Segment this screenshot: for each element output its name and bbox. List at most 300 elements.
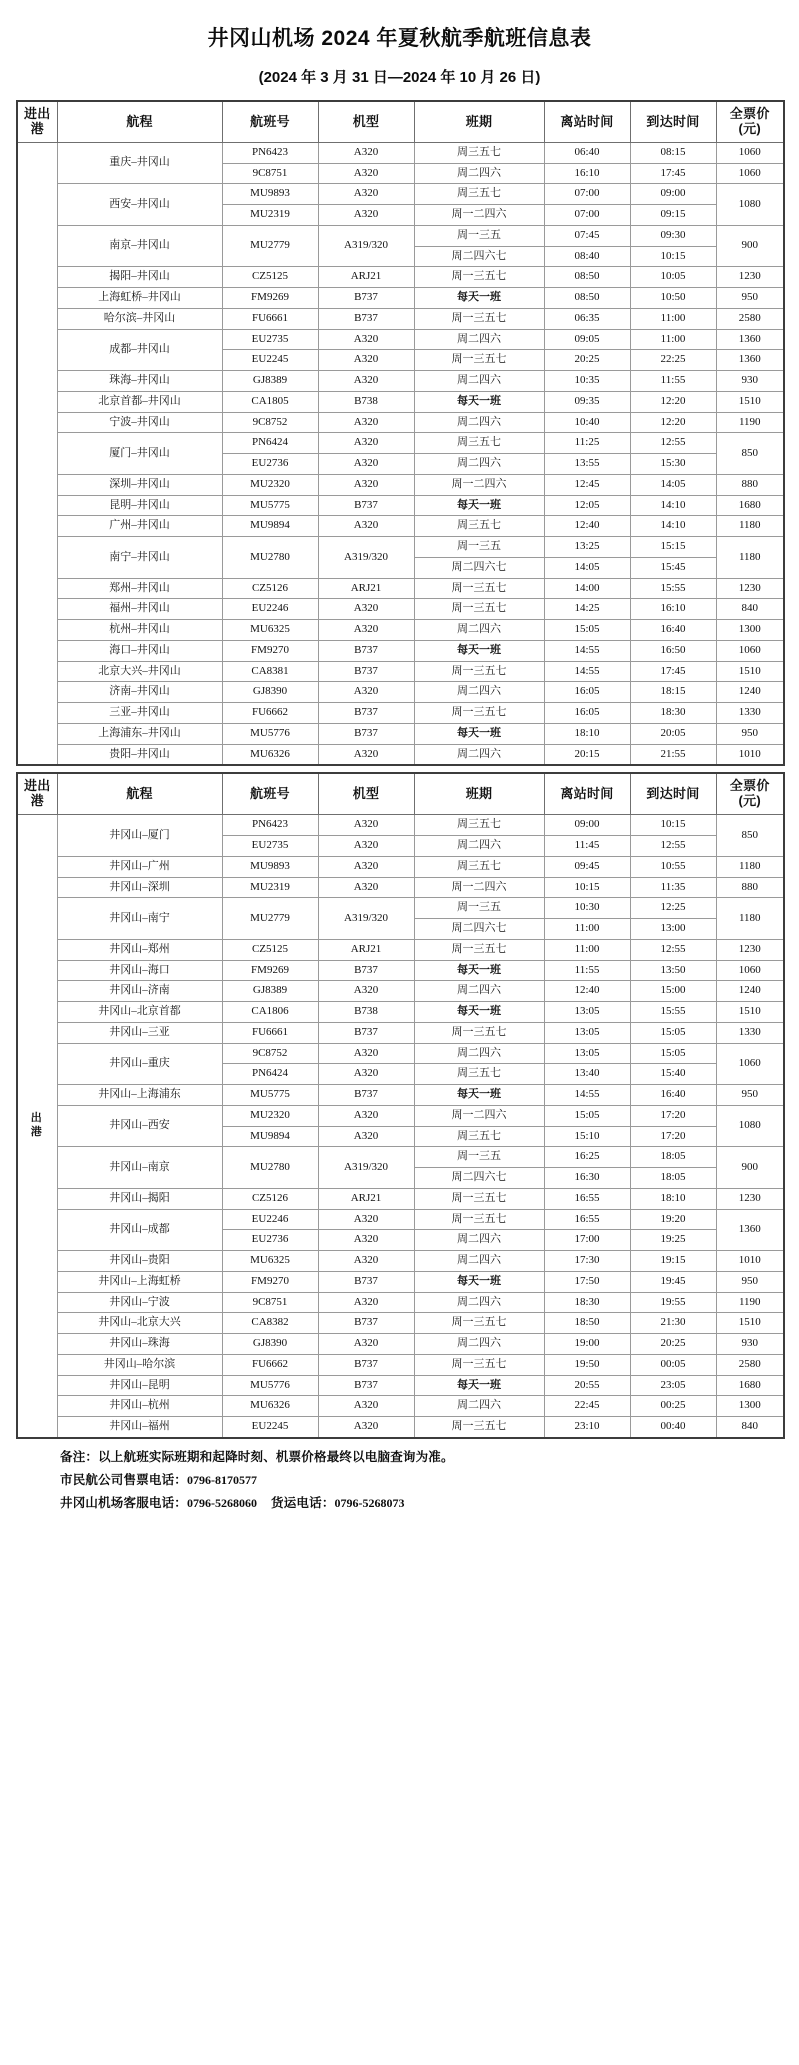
departure-time-cell: 17:30: [544, 1251, 630, 1272]
departure-time-cell: 20:25: [544, 350, 630, 371]
flight-no-cell: 9C8752: [222, 1043, 318, 1064]
route-cell: 井冈山–珠海: [57, 1334, 222, 1355]
arrival-time-cell: 15:55: [630, 1002, 716, 1023]
flight-no-cell: MU2779: [222, 225, 318, 267]
aircraft-cell: A320: [318, 744, 414, 765]
route-cell: 井冈山–贵阳: [57, 1251, 222, 1272]
arrival-time-cell: 19:25: [630, 1230, 716, 1251]
fare-cell: 1510: [716, 391, 784, 412]
table-row: [17, 329, 784, 350]
aircraft-cell: ARJ21: [318, 578, 414, 599]
aircraft-cell: A320: [318, 836, 414, 857]
note-cargo-phone-label: 货运电话：: [271, 1495, 335, 1510]
col-header-direction: 进出 港: [17, 773, 57, 814]
page-title: 井冈山机场 2024 年夏秋航季航班信息表: [207, 27, 592, 50]
flight-no-cell: MU5775: [222, 1085, 318, 1106]
arrival-time-cell: 00:05: [630, 1354, 716, 1375]
table-row: [17, 225, 784, 246]
flight-no-cell: 9C8752: [222, 412, 318, 433]
days-cell: 周三五七: [414, 142, 544, 163]
departure-time-cell: 16:05: [544, 703, 630, 724]
departure-time-cell: 18:30: [544, 1292, 630, 1313]
days-cell: 周三五七: [414, 516, 544, 537]
fare-cell: 900: [716, 225, 784, 267]
schedule-tables: [16, 100, 783, 1439]
col-header-departure-time: 离站时间: [544, 773, 630, 814]
days-cell: 周一三五七: [414, 578, 544, 599]
aircraft-cell: A319/320: [318, 898, 414, 940]
table-row: [17, 495, 784, 516]
table-row: [17, 184, 784, 205]
departure-time-cell: 19:50: [544, 1354, 630, 1375]
fare-cell: 1060: [716, 640, 784, 661]
route-cell: 井冈山–济南: [57, 981, 222, 1002]
departure-time-cell: 09:00: [544, 815, 630, 836]
fare-cell: 1300: [716, 620, 784, 641]
route-cell: 济南–井冈山: [57, 682, 222, 703]
direction-cell-departures: 出 港: [17, 815, 57, 1438]
fare-cell: 1330: [716, 1022, 784, 1043]
aircraft-cell: B737: [318, 703, 414, 724]
table-row: [17, 723, 784, 744]
aircraft-cell: A320: [318, 1251, 414, 1272]
route-cell: 三亚–井冈山: [57, 703, 222, 724]
table-row: [17, 703, 784, 724]
fare-cell: 1060: [716, 960, 784, 981]
table-row: [17, 537, 784, 558]
route-cell: 井冈山–重庆: [57, 1043, 222, 1085]
table-row: [17, 516, 784, 537]
arrival-time-cell: 09:15: [630, 205, 716, 226]
fare-cell: 1510: [716, 661, 784, 682]
flight-no-cell: EU2245: [222, 350, 318, 371]
fare-cell: 1180: [716, 537, 784, 579]
arrival-time-cell: 19:20: [630, 1209, 716, 1230]
arrival-time-cell: 22:25: [630, 350, 716, 371]
table-row: [17, 1085, 784, 1106]
departure-time-cell: 12:40: [544, 981, 630, 1002]
table-row: [17, 960, 784, 981]
departure-time-cell: 18:10: [544, 723, 630, 744]
fare-cell: 1190: [716, 1292, 784, 1313]
aircraft-cell: B737: [318, 288, 414, 309]
route-cell: 上海浦东–井冈山: [57, 723, 222, 744]
table-row: [17, 1354, 784, 1375]
arrival-time-cell: 10:05: [630, 267, 716, 288]
departure-time-cell: 13:05: [544, 1002, 630, 1023]
arrival-time-cell: 15:55: [630, 578, 716, 599]
arrival-time-cell: 16:10: [630, 599, 716, 620]
route-cell: 井冈山–上海浦东: [57, 1085, 222, 1106]
table-row: [17, 1002, 784, 1023]
flight-no-cell: FM9269: [222, 288, 318, 309]
flight-no-cell: MU5776: [222, 723, 318, 744]
arrival-time-cell: 18:30: [630, 703, 716, 724]
table-row: [17, 267, 784, 288]
departure-time-cell: 10:40: [544, 412, 630, 433]
fare-cell: 850: [716, 815, 784, 857]
flight-no-cell: EU2736: [222, 1230, 318, 1251]
fare-cell: 1010: [716, 1251, 784, 1272]
days-cell: 周一三五: [414, 898, 544, 919]
aircraft-cell: B737: [318, 495, 414, 516]
departure-time-cell: 12:05: [544, 495, 630, 516]
arrival-time-cell: 21:55: [630, 744, 716, 765]
fare-cell: 840: [716, 599, 784, 620]
aircraft-cell: A320: [318, 1105, 414, 1126]
fare-cell: 1060: [716, 142, 784, 163]
departure-time-cell: 09:45: [544, 856, 630, 877]
days-cell: 周一三五: [414, 1147, 544, 1168]
days-cell: 周一三五七: [414, 599, 544, 620]
fare-cell: 1080: [716, 184, 784, 226]
route-cell: 郑州–井冈山: [57, 578, 222, 599]
arrival-time-cell: 11:35: [630, 877, 716, 898]
route-cell: 厦门–井冈山: [57, 433, 222, 475]
aircraft-cell: A320: [318, 516, 414, 537]
fare-cell: 840: [716, 1417, 784, 1438]
aircraft-cell: B738: [318, 391, 414, 412]
fare-cell: 2580: [716, 308, 784, 329]
arrival-time-cell: 20:05: [630, 723, 716, 744]
departure-time-cell: 11:00: [544, 919, 630, 940]
aircraft-cell: A320: [318, 1292, 414, 1313]
table-row: [17, 474, 784, 495]
table-row: [17, 142, 784, 163]
aircraft-cell: A320: [318, 1417, 414, 1438]
table-row: [17, 815, 784, 836]
route-cell: 井冈山–昆明: [57, 1375, 222, 1396]
route-cell: 井冈山–宁波: [57, 1292, 222, 1313]
flight-no-cell: CA8382: [222, 1313, 318, 1334]
route-cell: 福州–井冈山: [57, 599, 222, 620]
departure-time-cell: 18:50: [544, 1313, 630, 1334]
departure-time-cell: 12:45: [544, 474, 630, 495]
note-service-phone-label: 井冈山机场客服电话：: [60, 1495, 188, 1510]
col-header-fare: 全票价 (元): [716, 101, 784, 142]
aircraft-cell: B737: [318, 1022, 414, 1043]
aircraft-cell: A320: [318, 205, 414, 226]
aircraft-cell: A320: [318, 856, 414, 877]
fare-cell: 1180: [716, 516, 784, 537]
fare-cell: 1230: [716, 1188, 784, 1209]
table-row: [17, 1188, 784, 1209]
departure-time-cell: 14:55: [544, 1085, 630, 1106]
days-cell: 每天一班: [414, 288, 544, 309]
arrival-time-cell: 00:40: [630, 1417, 716, 1438]
days-cell: 周一三五七: [414, 1313, 544, 1334]
fare-cell: 1010: [716, 744, 784, 765]
arrival-time-cell: 14:10: [630, 516, 716, 537]
flight-no-cell: EU2735: [222, 329, 318, 350]
days-cell: 周一三五七: [414, 939, 544, 960]
days-cell: 周一三五七: [414, 1354, 544, 1375]
fare-cell: 2580: [716, 1354, 784, 1375]
route-cell: 井冈山–厦门: [57, 815, 222, 857]
days-cell: 周二四六: [414, 371, 544, 392]
flight-no-cell: GJ8390: [222, 1334, 318, 1355]
days-cell: 周一二四六: [414, 205, 544, 226]
note-ticket-phone-number: 0796-8170577: [187, 1472, 258, 1487]
fare-cell: 1680: [716, 495, 784, 516]
table-row: [17, 1375, 784, 1396]
aircraft-cell: A320: [318, 474, 414, 495]
flight-no-cell: FM9270: [222, 640, 318, 661]
route-cell: 井冈山–南京: [57, 1147, 222, 1189]
table-row: [17, 1334, 784, 1355]
aircraft-cell: A320: [318, 1334, 414, 1355]
table-header-row: [17, 773, 784, 814]
fare-cell: 1240: [716, 981, 784, 1002]
days-cell: 周一二四六: [414, 1105, 544, 1126]
aircraft-cell: B737: [318, 1271, 414, 1292]
route-cell: 哈尔滨–井冈山: [57, 308, 222, 329]
aircraft-cell: A320: [318, 981, 414, 1002]
arrival-time-cell: 15:00: [630, 981, 716, 1002]
departure-time-cell: 13:55: [544, 454, 630, 475]
flight-no-cell: MU9893: [222, 184, 318, 205]
route-cell: 井冈山–揭阳: [57, 1188, 222, 1209]
arrival-time-cell: 10:15: [630, 815, 716, 836]
days-cell: 周二四六: [414, 1396, 544, 1417]
arrival-time-cell: 15:45: [630, 557, 716, 578]
route-cell: 海口–井冈山: [57, 640, 222, 661]
arrival-time-cell: 18:15: [630, 682, 716, 703]
col-header-flight-no: 航班号: [222, 101, 318, 142]
arrival-time-cell: 15:30: [630, 454, 716, 475]
flight-no-cell: MU9893: [222, 856, 318, 877]
days-cell: 每天一班: [414, 1085, 544, 1106]
departure-time-cell: 16:05: [544, 682, 630, 703]
aircraft-cell: A320: [318, 454, 414, 475]
departure-time-cell: 11:45: [544, 836, 630, 857]
arrival-time-cell: 20:25: [630, 1334, 716, 1355]
days-cell: 周一三五七: [414, 267, 544, 288]
days-cell: 周一三五七: [414, 703, 544, 724]
flight-no-cell: EU2246: [222, 599, 318, 620]
aircraft-cell: A319/320: [318, 537, 414, 579]
days-cell: 周一二四六: [414, 474, 544, 495]
aircraft-cell: A320: [318, 1126, 414, 1147]
aircraft-cell: A320: [318, 877, 414, 898]
arrival-time-cell: 13:50: [630, 960, 716, 981]
flight-no-cell: MU2780: [222, 537, 318, 579]
flight-no-cell: MU2780: [222, 1147, 318, 1189]
arrival-time-cell: 08:15: [630, 142, 716, 163]
arrival-time-cell: 15:05: [630, 1022, 716, 1043]
table-row: [17, 288, 784, 309]
table-row: [17, 1417, 784, 1438]
table-row: [17, 1313, 784, 1334]
route-cell: 贵阳–井冈山: [57, 744, 222, 765]
aircraft-cell: ARJ21: [318, 1188, 414, 1209]
arrival-time-cell: 15:05: [630, 1043, 716, 1064]
fare-cell: 950: [716, 723, 784, 744]
arrival-time-cell: 19:15: [630, 1251, 716, 1272]
flight-no-cell: MU2319: [222, 205, 318, 226]
aircraft-cell: B737: [318, 1354, 414, 1375]
days-cell: 周二四六: [414, 1292, 544, 1313]
arrival-time-cell: 00:25: [630, 1396, 716, 1417]
route-cell: 广州–井冈山: [57, 516, 222, 537]
flight-no-cell: EU2245: [222, 1417, 318, 1438]
days-cell: 周二四六七: [414, 246, 544, 267]
table-row: [17, 1292, 784, 1313]
flight-no-cell: CZ5125: [222, 939, 318, 960]
days-cell: 周二四六: [414, 744, 544, 765]
departure-time-cell: 13:25: [544, 537, 630, 558]
fare-cell: 1510: [716, 1002, 784, 1023]
fare-cell: 1060: [716, 1043, 784, 1085]
days-cell: 周二四六七: [414, 919, 544, 940]
departure-time-cell: 06:35: [544, 308, 630, 329]
col-header-flight-no: 航班号: [222, 773, 318, 814]
days-cell: 每天一班: [414, 723, 544, 744]
flight-no-cell: GJ8389: [222, 371, 318, 392]
arrival-time-cell: 17:20: [630, 1126, 716, 1147]
route-cell: 南京–井冈山: [57, 225, 222, 267]
col-header-route: 航程: [57, 773, 222, 814]
route-cell: 宁波–井冈山: [57, 412, 222, 433]
flight-no-cell: FU6662: [222, 703, 318, 724]
fare-cell: 1510: [716, 1313, 784, 1334]
departure-time-cell: 11:25: [544, 433, 630, 454]
table-row: [17, 1209, 784, 1230]
departure-time-cell: 08:40: [544, 246, 630, 267]
flight-no-cell: CA1806: [222, 1002, 318, 1023]
fare-cell: 1060: [716, 163, 784, 184]
fare-cell: 880: [716, 877, 784, 898]
note-remark: 备注：以上航班实际班期和起降时刻、机票价格最终以电脑查询为准。: [60, 1449, 454, 1464]
days-cell: 周二四六: [414, 412, 544, 433]
departure-time-cell: 07:00: [544, 205, 630, 226]
flight-no-cell: MU6326: [222, 744, 318, 765]
days-cell: 周三五七: [414, 433, 544, 454]
route-cell: 上海虹桥–井冈山: [57, 288, 222, 309]
arrival-time-cell: 15:15: [630, 537, 716, 558]
flight-no-cell: CA8381: [222, 661, 318, 682]
days-cell: 周三五七: [414, 815, 544, 836]
departure-time-cell: 08:50: [544, 288, 630, 309]
arrival-time-cell: 12:20: [630, 391, 716, 412]
days-cell: 周一三五七: [414, 1209, 544, 1230]
note-ticket-phone: [60, 1470, 783, 1488]
fare-cell: 950: [716, 288, 784, 309]
aircraft-cell: A320: [318, 350, 414, 371]
table-row: [17, 877, 784, 898]
days-cell: 周二四六: [414, 836, 544, 857]
departure-time-cell: 06:40: [544, 142, 630, 163]
days-cell: 周二四六七: [414, 557, 544, 578]
days-cell: 周三五七: [414, 1126, 544, 1147]
table-header-row: [17, 101, 784, 142]
aircraft-cell: B737: [318, 1313, 414, 1334]
table-row: [17, 981, 784, 1002]
days-cell: 每天一班: [414, 1271, 544, 1292]
route-cell: 井冈山–杭州: [57, 1396, 222, 1417]
arrival-time-cell: 10:15: [630, 246, 716, 267]
departure-time-cell: 16:55: [544, 1209, 630, 1230]
route-cell: 井冈山–成都: [57, 1209, 222, 1251]
table-row: [17, 371, 784, 392]
footer-notes: [16, 1447, 783, 1511]
col-header-days: 班期: [414, 773, 544, 814]
departure-time-cell: 16:55: [544, 1188, 630, 1209]
flight-no-cell: CA1805: [222, 391, 318, 412]
fare-cell: 1230: [716, 939, 784, 960]
table-row: [17, 898, 784, 919]
table-row: [17, 939, 784, 960]
days-cell: 周三五七: [414, 856, 544, 877]
fare-cell: 1300: [716, 1396, 784, 1417]
aircraft-cell: A320: [318, 142, 414, 163]
aircraft-cell: A320: [318, 1396, 414, 1417]
flight-no-cell: MU6325: [222, 620, 318, 641]
table-row: [17, 1105, 784, 1126]
fare-cell: 1360: [716, 329, 784, 350]
days-cell: 周二四六: [414, 981, 544, 1002]
col-header-aircraft: 机型: [318, 773, 414, 814]
days-cell: 周一三五七: [414, 661, 544, 682]
departure-time-cell: 20:15: [544, 744, 630, 765]
arrival-time-cell: 12:25: [630, 898, 716, 919]
flight-no-cell: FU6662: [222, 1354, 318, 1375]
schedule-table-departures: [16, 772, 785, 1438]
fare-cell: 850: [716, 433, 784, 475]
fare-cell: 1680: [716, 1375, 784, 1396]
arrival-time-cell: 09:30: [630, 225, 716, 246]
flight-no-cell: MU9894: [222, 516, 318, 537]
days-cell: 周一三五: [414, 225, 544, 246]
aircraft-cell: B737: [318, 1375, 414, 1396]
days-cell: 周一二四六: [414, 877, 544, 898]
departure-time-cell: 15:10: [544, 1126, 630, 1147]
fare-cell: 1230: [716, 578, 784, 599]
aircraft-cell: B737: [318, 1085, 414, 1106]
flight-no-cell: GJ8389: [222, 981, 318, 1002]
route-cell: 西安–井冈山: [57, 184, 222, 226]
departure-time-cell: 17:50: [544, 1271, 630, 1292]
aircraft-cell: B737: [318, 723, 414, 744]
departure-time-cell: 13:05: [544, 1043, 630, 1064]
arrival-time-cell: 12:55: [630, 836, 716, 857]
arrival-time-cell: 16:50: [630, 640, 716, 661]
route-cell: 井冈山–郑州: [57, 939, 222, 960]
flight-no-cell: FM9269: [222, 960, 318, 981]
aircraft-cell: ARJ21: [318, 939, 414, 960]
flight-no-cell: MU2779: [222, 898, 318, 940]
col-header-fare: 全票价 (元): [716, 773, 784, 814]
table-row: [17, 682, 784, 703]
departure-time-cell: 19:00: [544, 1334, 630, 1355]
route-cell: 珠海–井冈山: [57, 371, 222, 392]
departure-time-cell: 15:05: [544, 620, 630, 641]
flight-no-cell: MU9894: [222, 1126, 318, 1147]
days-cell: 周二四六: [414, 620, 544, 641]
departure-time-cell: 15:05: [544, 1105, 630, 1126]
table-row: [17, 578, 784, 599]
days-cell: 周二四六: [414, 163, 544, 184]
aircraft-cell: A320: [318, 1209, 414, 1230]
fare-cell: 950: [716, 1271, 784, 1292]
arrival-time-cell: 15:40: [630, 1064, 716, 1085]
arrival-time-cell: 23:05: [630, 1375, 716, 1396]
days-cell: 每天一班: [414, 960, 544, 981]
fare-cell: 930: [716, 371, 784, 392]
departure-time-cell: 09:35: [544, 391, 630, 412]
arrival-time-cell: 21:30: [630, 1313, 716, 1334]
days-cell: 周三五七: [414, 1064, 544, 1085]
